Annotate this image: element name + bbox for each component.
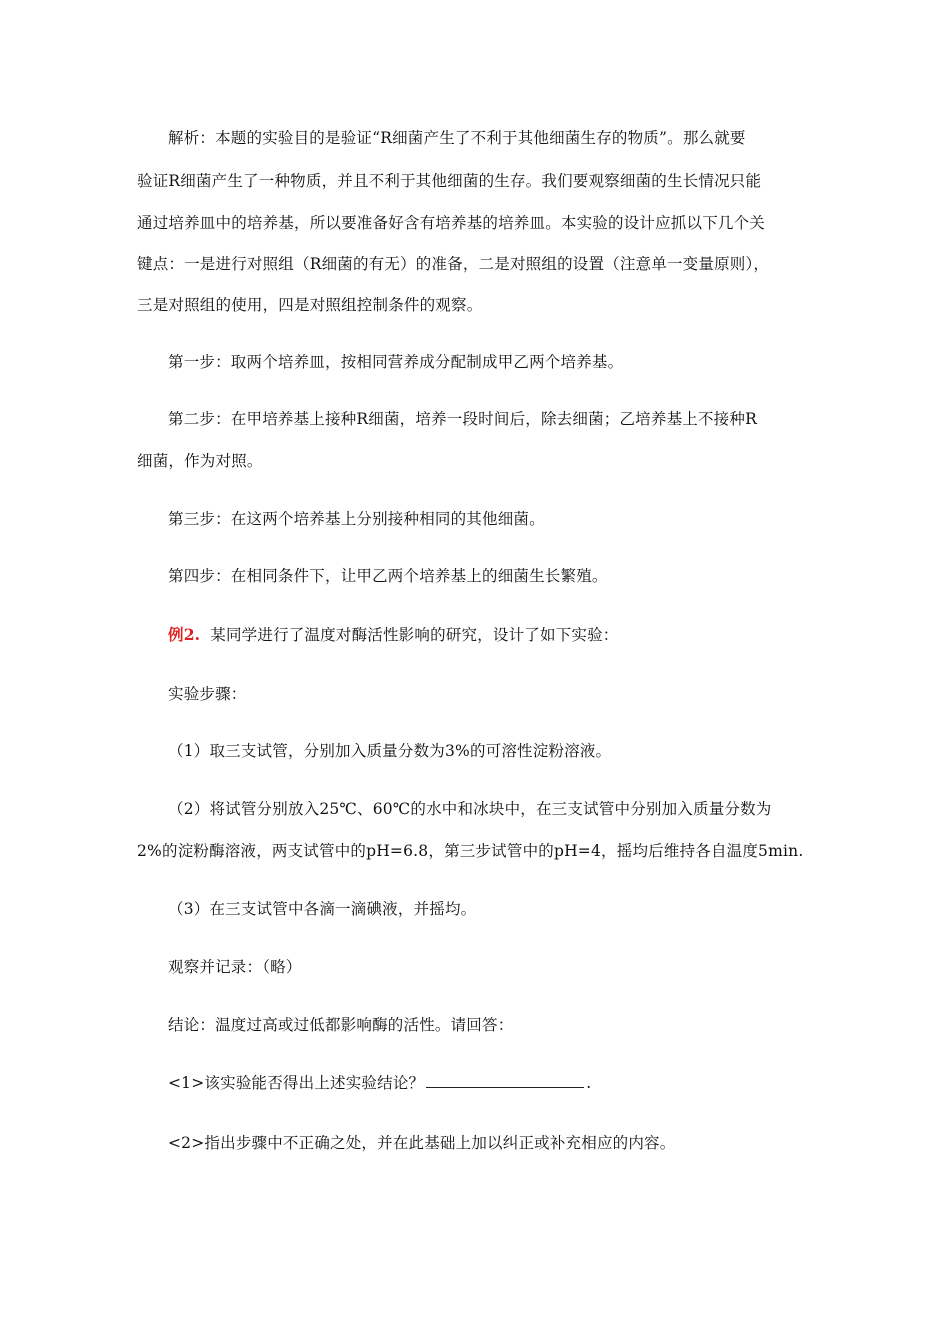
analysis-line-4: 键点：一是进行对照组（R细菌的有无）的准备，二是对照组的设置（注意单一变量原则）， xyxy=(137,255,770,273)
question-1-text: <1>该实验能否得出上述实验结论？ xyxy=(168,1074,425,1092)
conclusion: 结论：温度过高或过低都影响酶的活性。请回答： xyxy=(168,1016,514,1034)
procedure-step-2-line-1: （2）将试管分别放入25℃、60℃的水中和冰块中，在三支试管中分别加入质量分数为 xyxy=(168,800,772,818)
step-1: 第一步：取两个培养皿，按相同营养成分配制成甲乙两个培养基。 xyxy=(168,353,624,371)
question-2: <2>指出步骤中不正确之处，并在此基础上加以纠正或补充相应的内容。 xyxy=(168,1134,676,1152)
procedure-step-3: （3）在三支试管中各滴一滴碘液，并摇均。 xyxy=(168,900,477,918)
example-2-intro-line xyxy=(168,625,618,645)
analysis-line-5: 三是对照组的使用，四是对照组控制条件的观察。 xyxy=(137,296,483,314)
question-1-end: . xyxy=(586,1074,592,1092)
question-1 xyxy=(168,1073,591,1093)
procedure-step-1: （1）取三支试管，分别加入质量分数为3%的可溶性淀粉溶液。 xyxy=(168,742,612,760)
step-4: 第四步：在相同条件下，让甲乙两个培养基上的细菌生长繁殖。 xyxy=(168,567,608,585)
step-3: 第三步：在这两个培养基上分别接种相同的其他细菌。 xyxy=(168,510,545,528)
answer-blank[interactable] xyxy=(426,1073,584,1088)
analysis-line-1: 解析：本题的实验目的是验证“R细菌产生了不利于其他细菌生存的物质”。那么就要 xyxy=(168,129,746,147)
observe-record: 观察并记录：（略） xyxy=(168,958,302,976)
example-2-label: 例2. xyxy=(168,625,201,644)
step-2-line-1: 第二步：在甲培养基上接种R细菌，培养一段时间后，除去细菌；乙培养基上不接种R xyxy=(168,410,757,428)
example-2-intro: 某同学进行了温度对酶活性影响的研究，设计了如下实验： xyxy=(210,626,619,644)
step-2-line-2: 细菌，作为对照。 xyxy=(137,452,263,470)
procedure-title: 实验步骤： xyxy=(168,685,247,703)
procedure-step-2-line-2: 2%的淀粉酶溶液，两支试管中的pH=6.8，第三步试管中的pH=4，摇均后维持各自温度5min. xyxy=(137,842,804,860)
analysis-line-2: 验证R细菌产生了一种物质，并且不利于其他细菌的生存。我们要观察细菌的生长情况只能 xyxy=(137,172,762,190)
analysis-line-3: 通过培养皿中的培养基，所以要准备好含有培养基的培养皿。本实验的设计应抓以下几个关 xyxy=(137,214,766,232)
